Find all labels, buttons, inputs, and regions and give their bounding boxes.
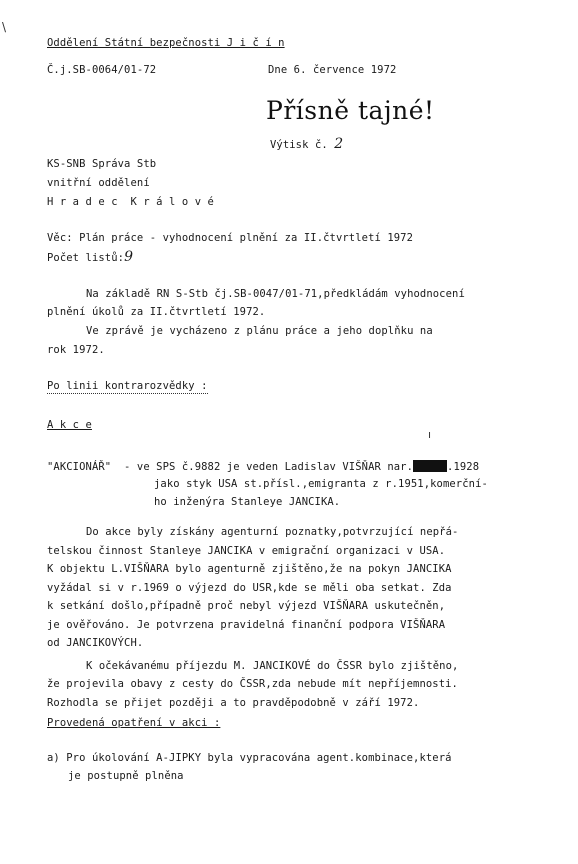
akcionar-line1 — [47, 460, 479, 474]
para1-line: Do akce byly získány agenturní poznatky,potvrzující nepřá- — [86, 526, 459, 538]
addressee-line-2: vnitřní oddělení — [47, 177, 150, 189]
measure-a-line1: a) Pro úkolování A-JIPKY byla vypracována agent.kombinace,která — [47, 752, 452, 764]
copy-number-line — [270, 138, 343, 152]
akcionar-line1-text: "AKCIONÁŘ" - ve SPS č.9882 je veden Ladislav VIŠŇAR nar. — [47, 461, 414, 473]
addressee-line-1: KS-SNB Správa Stb — [47, 158, 157, 170]
copy-label: Výtisk č. — [270, 139, 328, 151]
para1-line: od JANCIKOVÝCH. — [47, 637, 144, 649]
page-count-value: 9 — [124, 249, 134, 265]
addressee-line-3: H r a d e c K r á l o v é — [47, 196, 214, 208]
akcionar-line1-year: .1928 — [447, 461, 480, 473]
subject-line: Věc: Plán práce - vyhodnocení plnění za II.čtvrtletí 1972 — [47, 232, 414, 244]
para2-line: Rozhodla se přijet později a to pravděpodobně v září 1972. — [47, 697, 420, 709]
para1-line: telskou činnost Stanleye JANCIKA v emigrační organizaci v USA. — [47, 545, 446, 557]
para1-line: k setkání došlo,případně proč nebyl výjezd VIŠŇARA uskutečněn, — [47, 600, 446, 612]
intro-para1-line2: plnění úkolů za II.čtvrtletí 1972. — [47, 306, 266, 318]
page-count-label: Počet listů: — [47, 252, 125, 264]
intro-para2-line2: rok 1972. — [47, 344, 105, 356]
intro-para2-line1: Ve zprávě je vycházeno z plánu práce a jeho doplňku na — [86, 325, 433, 337]
para1-line: K objektu L.VIŠŇARA bylo agenturně zjištěno,že na pokyn JANCIKA — [47, 563, 452, 575]
page-count-line — [47, 251, 133, 265]
department-header: Oddělení Státní bezpečnosti J i č í n — [47, 37, 285, 49]
corner-mark: \ — [2, 20, 7, 34]
reference-number: Č.j.SB-0064/01-72 — [47, 64, 157, 76]
margin-tick: ı — [428, 428, 432, 441]
classification-stamp: Přísně tajné! — [266, 96, 435, 125]
copy-number: 2 — [334, 136, 344, 152]
akce-heading: A k c e — [47, 419, 92, 431]
intro-para1-line1: Na základě RN S-Stb čj.SB-0047/01-71,předkládám vyhodnocení — [86, 288, 465, 300]
measures-heading: Provedená opatření v akci : — [47, 717, 221, 729]
para1-line: je ověřováno. Je potvrzena pravidelná finanční podpora VIŠŇARA — [47, 619, 446, 631]
section-heading: Po linii kontrarozvědky : — [47, 380, 208, 392]
measure-a-line2: je postupně plněna — [68, 770, 184, 782]
akcionar-line3: ho inženýra Stanleye JANCIKA. — [154, 496, 341, 508]
para1-line: vyžádal si v r.1969 o výjezd do USR,kde se měli oba setkat. Zda — [47, 582, 452, 594]
document-date: Dne 6. července 1972 — [268, 64, 397, 76]
para2-line: že projevila obavy z cesty do ČSSR,zda nebude mít nepříjemnosti. — [47, 678, 458, 690]
akcionar-line2: jako styk USA st.přísl.,emigranta z r.1951,komerční- — [154, 478, 488, 490]
para2-line: K očekávanému příjezdu M. JANCIKOVÉ do ČSSR bylo zjištěno, — [86, 660, 459, 672]
redaction-bar — [413, 460, 447, 472]
